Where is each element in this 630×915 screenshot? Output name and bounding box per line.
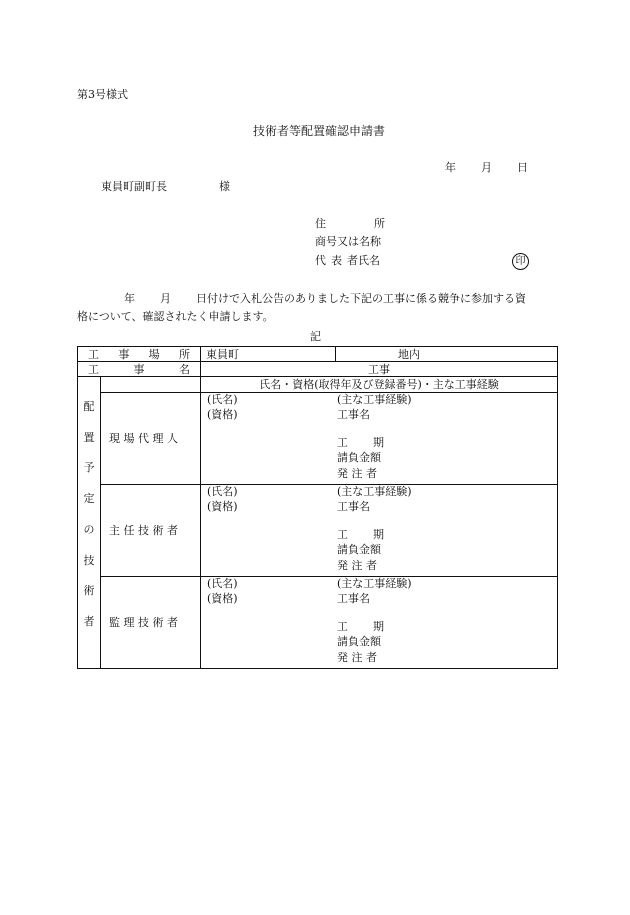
client-label: 発 注 者 [337, 559, 377, 572]
qual-field: (資格) [207, 500, 238, 513]
name-row [78, 362, 558, 377]
qual-field: (資格) [207, 592, 238, 605]
location-char-2: 事 [118, 347, 130, 361]
role-label: 現 場 代 理 人 [101, 393, 201, 485]
name-value: 工事 [201, 362, 558, 377]
vertical-char-3: 予 [83, 461, 95, 475]
role-label: 監 理 技 術 者 [101, 577, 201, 669]
amount-label: 請負金額 [337, 451, 381, 464]
name-label [78, 362, 201, 377]
name-char-3: 名 [179, 362, 190, 376]
role-row [78, 577, 558, 669]
location-suffix: 地内 [336, 347, 558, 362]
company-label: 商号又は名称 [315, 235, 381, 248]
vertical-char-1: 配 [83, 400, 95, 413]
amount-label: 請負金額 [337, 635, 381, 648]
experience-label: (主な工事経験) [337, 393, 412, 406]
name-char-1: 工 [88, 362, 99, 376]
rep-label-3: 者氏名 [347, 254, 380, 267]
date-day: 日 [517, 161, 528, 174]
body-year: 年 [124, 292, 135, 305]
application-table [77, 346, 558, 669]
vertical-label-cell [78, 377, 101, 669]
role-row [78, 485, 558, 577]
seal-mark [512, 253, 529, 270]
location-char-4: 所 [178, 347, 190, 361]
address-label-1: 住 [315, 217, 326, 230]
role-details [201, 577, 558, 669]
vertical-char-5: の [83, 522, 95, 536]
role-details [201, 393, 558, 485]
addressee-honorific: 様 [219, 180, 230, 193]
name-field: (氏名) [207, 485, 238, 498]
body-text-line1: 日付けで入札公告のありました下記の工事に係る競争に参加する資 [196, 292, 526, 305]
project-name-label: 工事名 [337, 408, 370, 421]
vertical-char-6: 技 [83, 553, 95, 567]
name-field: (氏名) [207, 577, 238, 590]
header-desc: 氏名・資格(取得年及び登録番号)・主な工事経験 [201, 377, 558, 393]
period-label-2: 期 [373, 620, 384, 633]
header-empty [101, 377, 201, 393]
header-row [78, 377, 558, 393]
amount-label: 請負金額 [337, 543, 381, 556]
name-char-2: 事 [133, 362, 145, 376]
location-label [78, 347, 201, 362]
experience-label: (主な工事経験) [337, 485, 412, 498]
form-number: 第3号様式 [77, 88, 128, 101]
vertical-char-4: 定 [83, 492, 95, 506]
client-label: 発 注 者 [337, 651, 377, 664]
rep-label-2: 表 [331, 254, 342, 267]
location-town: 東員町 [201, 347, 336, 362]
experience-label: (主な工事経験) [337, 577, 412, 590]
location-row [78, 347, 558, 362]
project-name-label: 工事名 [337, 500, 370, 513]
location-char-1: 工 [88, 347, 99, 361]
client-label: 発 注 者 [337, 467, 377, 480]
period-label-1: 工 [337, 620, 348, 633]
seal-icon: 印 [512, 253, 529, 270]
qual-field: (資格) [207, 408, 238, 421]
period-label-1: 工 [337, 528, 348, 541]
address-label-2: 所 [374, 217, 385, 230]
role-row [78, 393, 558, 485]
body-month: 月 [160, 292, 171, 305]
period-label-2: 期 [373, 528, 384, 541]
role-label: 主 任 技 術 者 [101, 485, 201, 577]
role-details [201, 485, 558, 577]
name-field: (氏名) [207, 393, 238, 406]
vertical-char-2: 置 [83, 430, 95, 444]
body-text-line2: 格について、確認されたく申請します。 [77, 310, 274, 323]
vertical-char-8: 者 [83, 614, 95, 628]
date-year: 年 [445, 161, 456, 174]
ki-mark: 記 [310, 330, 321, 343]
date-month: 月 [481, 161, 492, 174]
project-name-label: 工事名 [337, 592, 370, 605]
period-label-2: 期 [373, 436, 384, 449]
period-label-1: 工 [337, 436, 348, 449]
vertical-char-7: 術 [83, 584, 95, 598]
page-title: 技術者等配置確認申請書 [253, 124, 386, 138]
rep-label-1: 代 [315, 254, 326, 267]
location-char-3: 場 [148, 347, 160, 361]
addressee-name: 東員町副町長 [101, 180, 167, 193]
